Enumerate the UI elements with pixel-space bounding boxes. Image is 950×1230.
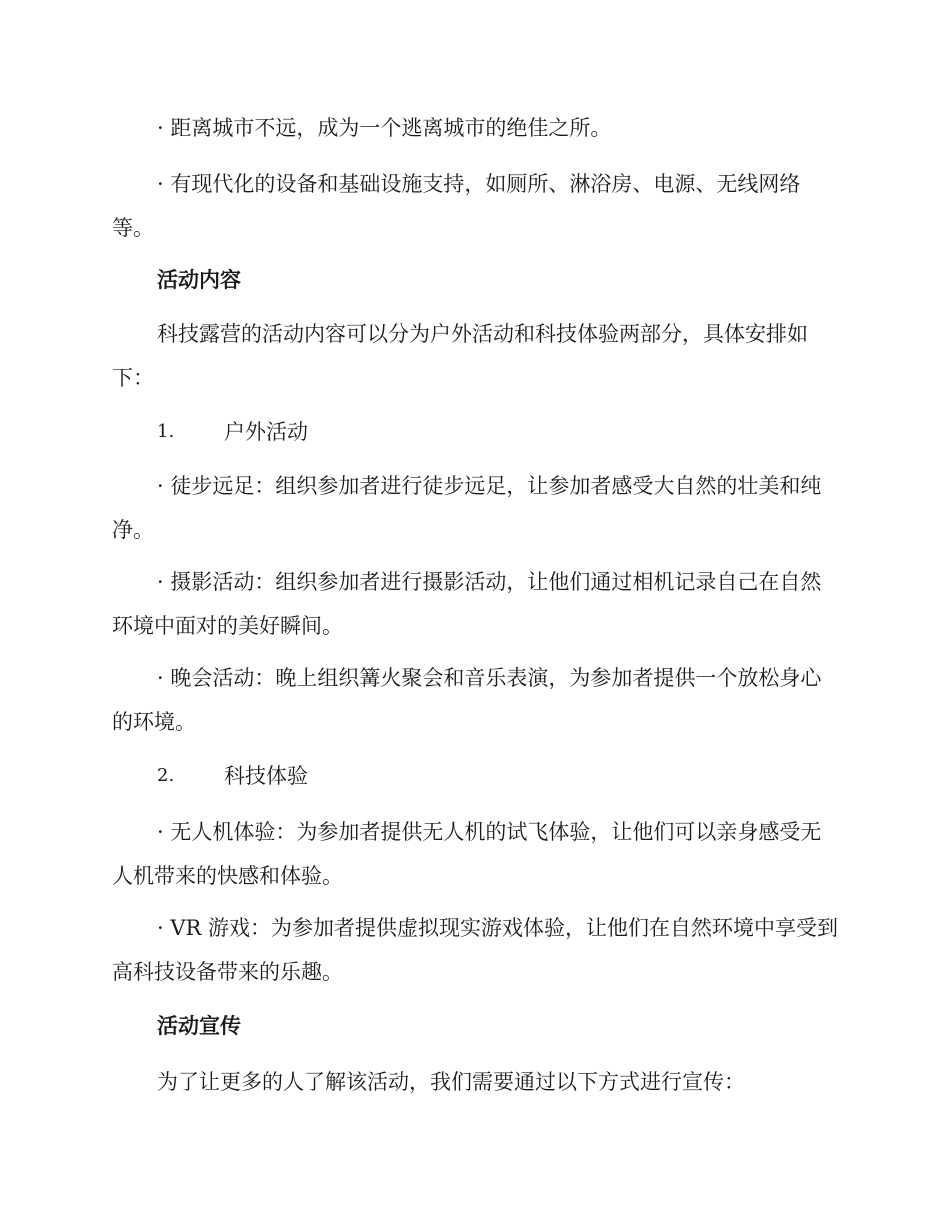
paragraph-location-bullet: · 距离城市不远，成为一个逃离城市的绝佳之所。	[157, 116, 612, 140]
list-number: 2.	[157, 765, 175, 786]
paragraph-hiking-bullet: · 徒步远足：组织参加者进行徒步远足，让参加者感受大自然的壮美和纯净。	[112, 474, 822, 542]
paragraph-evening-bullet: · 晚会活动：晚上组织篝火聚会和音乐表演，为参加者提供一个放松身心的环境。	[112, 666, 822, 734]
paragraph-vr-bullet: · VR 游戏：为参加者提供虚拟现实游戏体验，让他们在自然环境中享受到高科技设备带来的乐趣。	[112, 916, 839, 984]
list-label: 科技体验	[224, 764, 308, 788]
paragraph-photography-bullet: · 摄影活动：组织参加者进行摄影活动，让他们通过相机记录自己在自然环境中面对的美好瞬间。	[112, 570, 822, 638]
section-heading-promotion: 活动宣传	[157, 1014, 241, 1038]
section-heading-activity-content: 活动内容	[157, 268, 241, 292]
paragraph-promotion-intro: 为了让更多的人了解该活动，我们需要通过以下方式进行宣传：	[157, 1070, 745, 1094]
list-number: 1.	[157, 421, 175, 442]
list-item-outdoor	[112, 410, 838, 454]
paragraph-facilities-bullet: · 有现代化的设备和基础设施支持，如厕所、淋浴房、电源、无线网络等。	[112, 172, 801, 240]
list-label: 户外活动	[224, 420, 308, 444]
paragraph-activity-intro: 科技露营的活动内容可以分为户外活动和科技体验两部分，具体安排如下：	[112, 322, 808, 390]
paragraph-drone-bullet: · 无人机体验：为参加者提供无人机的试飞体验，让他们可以亲身感受无人机带来的快感和体验。	[112, 820, 822, 888]
list-item-tech	[112, 754, 838, 798]
